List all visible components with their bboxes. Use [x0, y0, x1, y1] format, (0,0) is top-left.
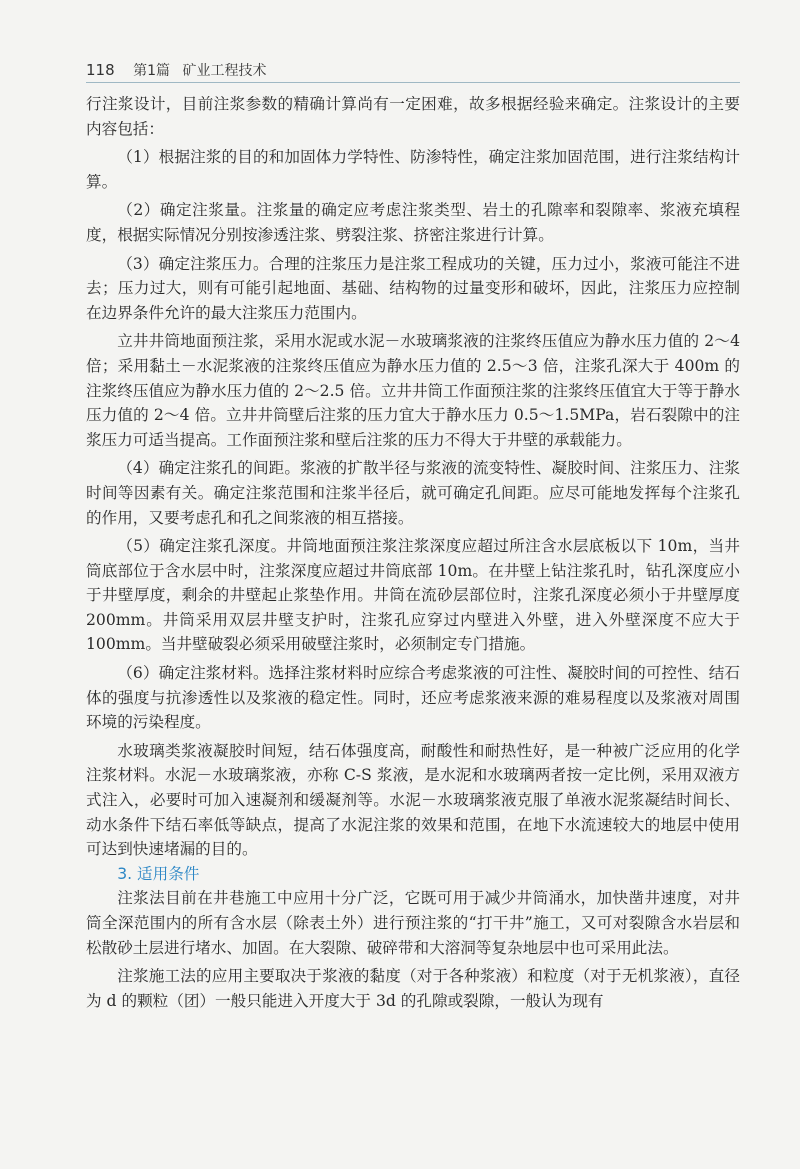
paragraph: 水玻璃类浆液凝胶时间短，结石体强度高，耐酸性和耐热性好，是一种被广泛应用的化学注浆材料。水泥－水玻璃浆液，亦称 C-S 浆液，是水泥和水玻璃两者按一定比例，采用双液方式注入，必要时可加入速凝剂和缓凝剂等。水泥－水玻璃浆液克服了单液水泥浆凝结时间长、动水条件下结石率低等缺点，提高了水泥注浆的效果和范围，在地下水流速较大的地层中使用可达到快速堵漏的目的。: [86, 741, 740, 859]
chapter-title: 矿业工程技术: [182, 63, 267, 79]
paragraph: 注浆法目前在井巷施工中应用十分广泛，它既可用于减少井筒涌水，加快凿井速度，对井筒全深范围内的所有含水层（除表土外）进行预注浆的“打干井”施工，又可对裂隙含水岩层和松散砂土层进行堵水、加固。在大裂隙、破碎带和大溶洞等复杂地层中也可采用此法。: [86, 889, 740, 957]
paragraph: （1）根据注浆的目的和加固体力学特性、防渗特性，确定注浆加固范围，进行注浆结构计算。: [86, 148, 740, 191]
header-rule: [86, 82, 740, 83]
paragraph: （6）确定注浆材料。选择注浆材料时应综合考虑浆液的可注性、凝胶时间的可控性、结石体的强度与抗渗透性以及浆液的稳定性。同时，还应考虑浆液来源的难易程度以及浆液对周围环境的污染程度。: [86, 664, 740, 732]
part-label: 第1篇: [133, 63, 171, 79]
paragraph: （5）确定注浆孔深度。井筒地面预注浆注浆深度应超过所注含水层底板以下 10m，当井筒底部位于含水层中时，注浆深度应超过井筒底部 10m。在井壁上钻注浆孔时，钻孔深度应小于井壁厚度，剩余的井壁起止浆垫作用。井筒在流砂层部位时，注浆孔深度必须小于井壁厚度 200mm。井筒采用双层井壁支护时，注浆孔应穿过内壁进入外壁，进入外壁深度不应大于 100mm。当井壁破裂必须采用破壁注浆时，必须制定专门措施。: [86, 537, 740, 654]
running-header: [86, 60, 740, 80]
paragraph: 注浆施工法的应用主要取决于浆液的黏度（对于各种浆液）和粒度（对于无机浆液），直径为 d 的颗粒（团）一般只能进入开度大于 3d 的孔隙或裂隙，一般认为现有: [86, 967, 740, 1010]
section-heading: 3. 适用条件: [117, 864, 200, 883]
paragraph: （3）确定注浆压力。合理的注浆压力是注浆工程成功的关键，压力过小，浆液可能注不进去；压力过大，则有可能引起地面、基础、结构物的过量变形和破坏，因此，注浆压力应控制在边界条件允许的最大注浆压力范围内。: [86, 254, 740, 322]
page-number: 118: [86, 61, 115, 79]
paragraph: 立井井筒地面预注浆，采用水泥或水泥－水玻璃浆液的注浆终压值应为静水压力值的 2～4 倍；采用黏土－水泥浆液的注浆终压值应为静水压力值的 2.5～3 倍，注浆孔深大于 400m 的注浆终压值应为静水压力值的 2～2.5 倍。立井井筒工作面预注浆的注浆终压值宜大于等于静水压力值的 2～4 倍。立井井筒壁后注浆的压力宜大于静水压力 0.5～1.5MPa，岩石裂隙中的注浆压力可适当提高。工作面预注浆和壁后注浆的压力不得大于井壁的承载能力。: [86, 332, 740, 449]
paragraph: （2）确定注浆量。注浆量的确定应考虑注浆类型、岩土的孔隙率和裂隙率、浆液充填程度，根据实际情况分别按渗透注浆、劈裂注浆、挤密注浆进行计算。: [86, 201, 740, 244]
paragraph: （4）确定注浆孔的间距。浆液的扩散半径与浆液的流变特性、凝胶时间、注浆压力、注浆时间等因素有关。确定注浆范围和注浆半径后，就可确定孔间距。应尽可能地发挥每个注浆孔的作用，又要考虑孔和孔之间浆液的相互搭接。: [86, 459, 740, 527]
body-text: [86, 92, 740, 1013]
paragraph: 行注浆设计，目前注浆参数的精确计算尚有一定困难，故多根据经验来确定。注浆设计的主要内容包括：: [86, 95, 740, 138]
